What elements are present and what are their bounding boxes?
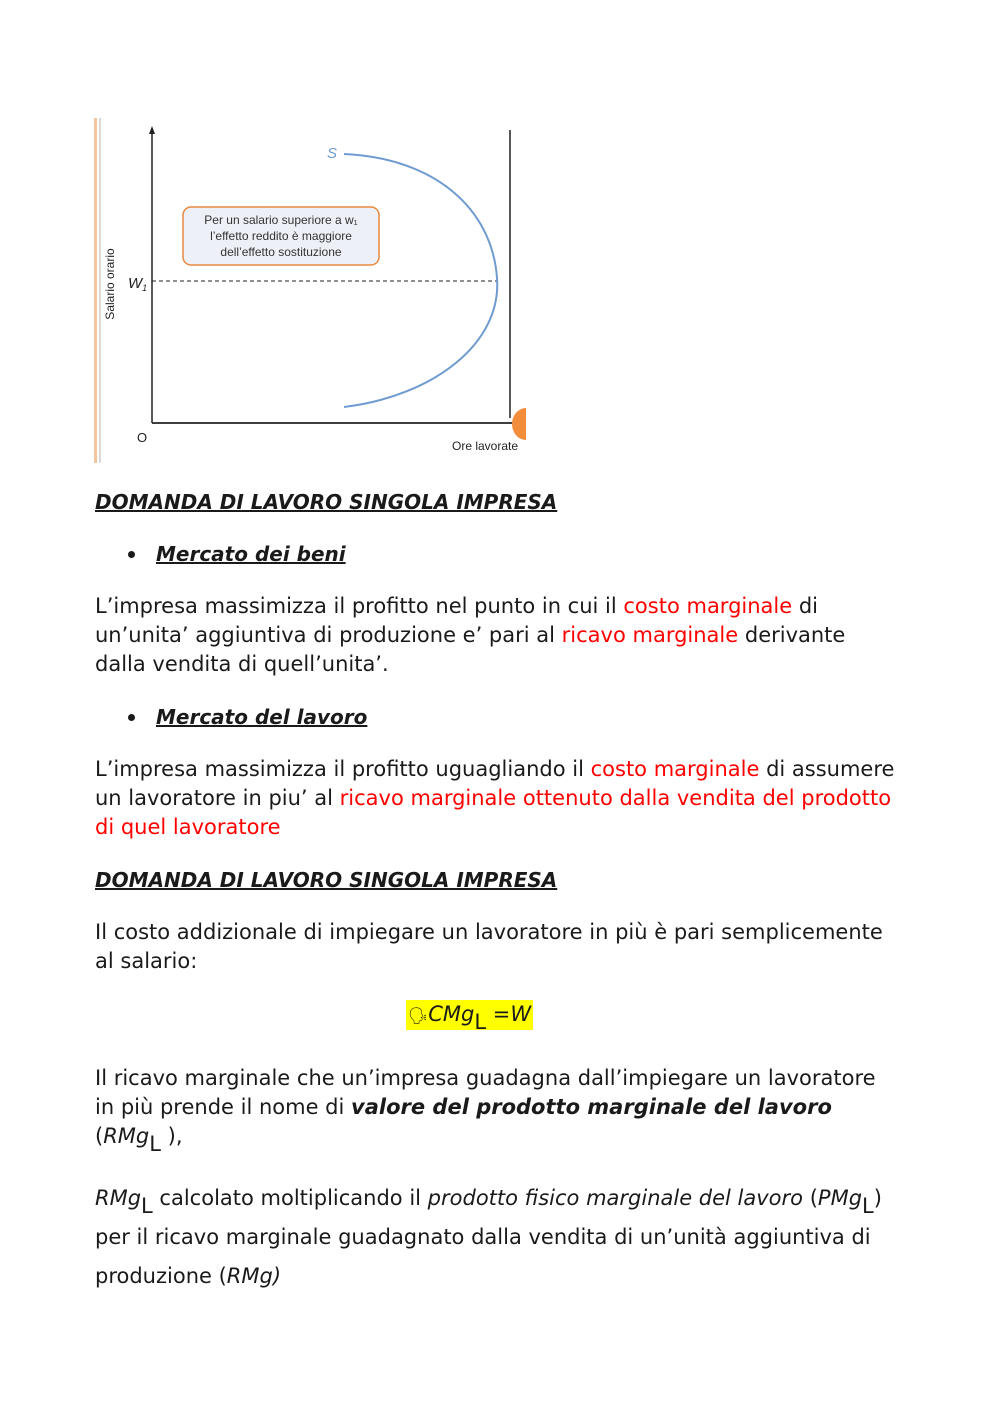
text-span: ) per il ricavo marginale guadagnato dalla vendita di un’unità aggiuntiva di produzione ( [95,1186,882,1288]
symbol-rmg: RMg [103,1124,150,1148]
text-span: ( [95,1124,104,1148]
bullet-dot-icon [128,714,135,721]
decorative-bar [99,118,101,463]
annotation-line-1: Per un salario superiore a w₁ [204,213,358,227]
decorative-bar [94,118,97,463]
bullet-label: Mercato dei beni [156,542,346,566]
term-valore-prodotto-marginale: valore del prodotto marginale del lavoro [351,1095,832,1119]
symbol-rmg: RMg [95,1186,142,1210]
text-span: di un’unita’ aggiuntiva di produzione e’ pari al [95,594,819,647]
curve-label: S [327,145,338,162]
formula-rhs: =W [486,1002,532,1026]
formula-subscript: L [474,1010,487,1034]
speaking-head-icon: 🗣 [407,1006,429,1025]
subscript-l: L [149,1132,161,1156]
formula-row [95,1000,895,1034]
labor-supply-diagram [94,118,534,466]
bullet-label: Mercato del lavoro [156,705,368,729]
paragraph-mercato-beni [95,592,895,679]
text-span: L’impresa massimizza il profitto nel punto in cui il [95,594,624,618]
term-prodotto-fisico-marginale: prodotto fisico marginale del lavoro [427,1186,804,1210]
text-span: di assumere un lavoratore in piu’ al [95,757,895,810]
highlight-ricavo-marginale: ricavo marginale [561,623,739,647]
highlight-costo-marginale: costo marginale [590,757,760,781]
paragraph-costo-addizionale: Il costo addizionale di impiegare un lavoratore in più è pari semplicemente al salario: [95,920,883,973]
symbol-rmg: RMg) [226,1264,282,1288]
annotation-line-3: dell’effetto sostituzione [220,245,342,259]
formula-cmg [406,1000,533,1034]
symbol-pmg: PMg [817,1186,863,1210]
paragraph-rmg-calcolo [95,1179,895,1296]
origin-label: O [137,430,148,445]
subscript-l: L [862,1194,874,1218]
x-axis-label: Ore lavorate [452,439,519,453]
y-axis-arrow [149,126,155,134]
text-span: calcolato moltiplicando il [152,1186,428,1210]
formula-lhs: CMg [428,1002,475,1026]
section-title-2: DOMANDA DI LAVORO SINGOLA IMPRESA [95,868,558,892]
document-body [95,488,895,1296]
text-span: Il ricavo marginale che un’impresa guadagna dall’impiegare un lavoratore in più prende il nome di [95,1066,876,1119]
w1-label: $W_1$ [128,275,148,293]
highlight-ricavo-marginale: ricavo marginale ottenuto dalla vendita del prodotto di quel lavoratore [95,786,892,839]
paragraph-mercato-lavoro [95,755,895,842]
text-span: L’impresa massimizza il profitto uguagliando il [95,757,591,781]
subscript-l: L [141,1194,153,1218]
section-title-1: DOMANDA DI LAVORO SINGOLA IMPRESA [95,490,558,514]
y-axis-label: Salario orario [103,248,117,320]
paragraph-ricavo-marginale [95,1064,895,1156]
text-span: ( [803,1186,818,1210]
bullet-mercato-beni [95,540,895,568]
orange-marker-icon [512,408,526,440]
annotation-line-2: l’effetto reddito è maggiore [210,229,352,243]
bullet-dot-icon [128,551,135,558]
highlight-costo-marginale: costo marginale [623,594,793,618]
text-span: ), [160,1124,183,1148]
text-span: derivante dalla vendita di quell’unita’. [95,623,846,676]
labor-supply-figure [94,118,534,466]
bullet-mercato-lavoro [95,703,895,731]
